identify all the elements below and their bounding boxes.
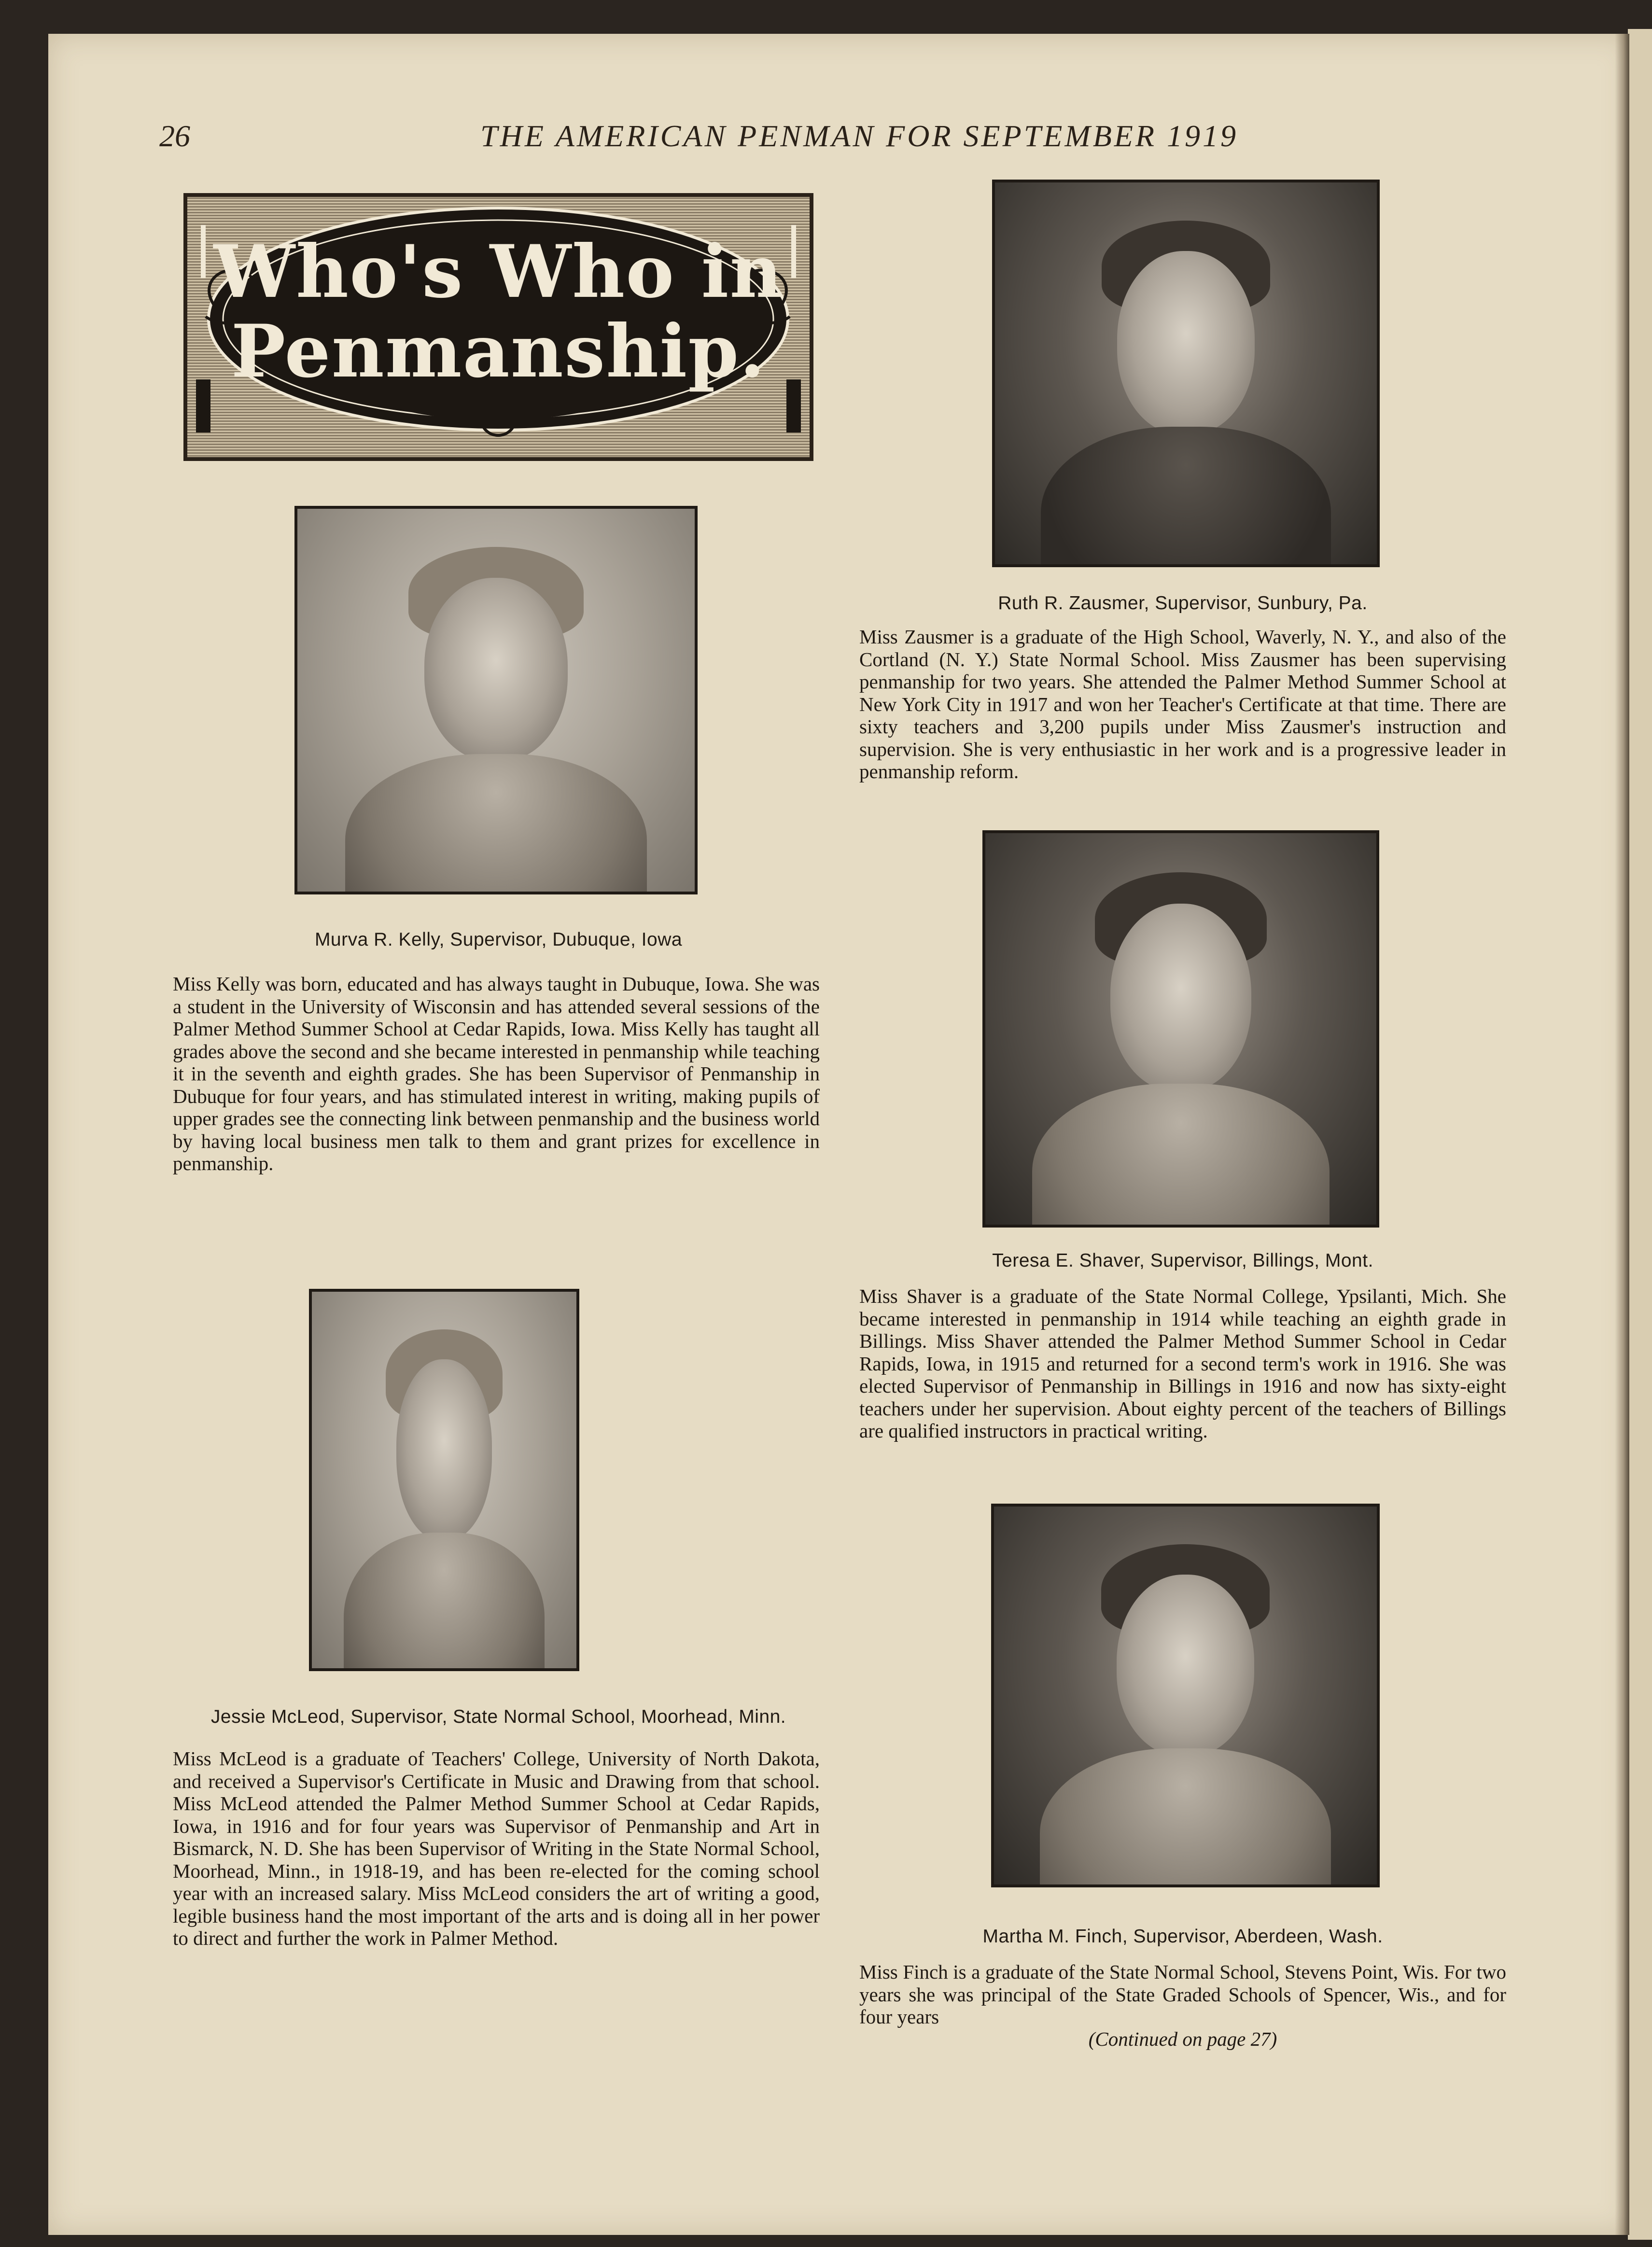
- caption-zausmer: Ruth R. Zausmer, Supervisor, Sunbury, Pa.: [998, 593, 1368, 614]
- biography-mcleod: Miss McLeod is a graduate of Teachers' College, University of North Dakota, and received a Supervisor's Certificate in Music and Drawing from that school. Miss McLeod attended the Palmer Method Summer School at Cedar Rapids, Iowa, in 1916 and for four years was Supervisor of Penmanship and Art in Bismarck, N. D. She has been Supervisor of Writing in the State Normal School, Moorhead, Minn., in 1918-19, and has been re-elected for the coming school year with an increased salary. Miss McLeod considers the art of writing a good, legible business hand the most important of the arts and is doing all in her power to direct and further the work in Palmer Method.: [173, 1747, 820, 1949]
- banner-title-line-2: Penmanship.: [231, 309, 766, 394]
- portrait-shoulders: [1041, 427, 1331, 567]
- portrait-shoulders: [1040, 1748, 1331, 1887]
- page-gutter-shadow: [1615, 34, 1629, 2235]
- portrait-shoulders: [345, 754, 647, 894]
- portrait-shoulders: [1032, 1084, 1330, 1228]
- caption-mcleod: Jessie McLeod, Supervisor, State Normal School, Moorhead, Minn.: [210, 1706, 786, 1727]
- portrait-shoulders: [344, 1533, 545, 1671]
- biography-zausmer: Miss Zausmer is a graduate of the High School, Waverly, N. Y., and also of the Cortland (N. Y.) State Normal School. Miss Zausmer has been supervising penmanship for two years. She attended the Palmer Method Summer School at New York City in 1917 and won her Teacher's Certificate at that time. There are sixty teachers and 3,200 pupils under Miss Zausmer's instruction and supervision. She is very enthusiastic in her work and is a progressive leader in penmanship reform.: [859, 626, 1506, 782]
- continued-note: (Continued on page 27): [1088, 2028, 1277, 2050]
- caption-shaver: Teresa E. Shaver, Supervisor, Billings, Mont.: [992, 1250, 1373, 1271]
- portrait-face: [396, 1359, 491, 1540]
- portrait-photo-mcleod: [309, 1289, 579, 1671]
- biography-finch: Miss Finch is a graduate of the State Normal School, Stevens Point, Wis. For two years she was principal of the State Graded Schools of Spencer, Wis., and for four years: [859, 1961, 1506, 2028]
- portrait-face: [424, 578, 567, 762]
- whos-who-banner: [183, 193, 813, 461]
- portrait-photo-finch: [991, 1504, 1380, 1887]
- biography-shaver: Miss Shaver is a graduate of the State Normal College, Ypsilanti, Mich. She became interested in penmanship in 1914 while teaching an eighth grade in Billings. Miss Shaver attended the Palmer Method Summer School in Cedar Rapids, Iowa, in 1915 and returned for a second term's work in 1916. She was elected Supervisor of Penmanship in Billings in 1916 and now has sixty-eight teachers under her supervision. About eighty percent of the teachers of Billings are qualified instructors in practical writing.: [859, 1285, 1506, 1442]
- portrait-photo-kelly: [294, 506, 698, 894]
- page-number: 26: [159, 119, 190, 153]
- biography-kelly: Miss Kelly was born, educated and has always taught in Dubuque, Iowa. She was a student in the University of Wisconsin and has attended several sessions of the Palmer Method Summer School at Cedar Rapids, Iowa. Miss Kelly has taught all grades above the second and she became interested in penmanship while teaching it in the seventh and eighth grades. She has been Supervisor of Penmanship in Dubuque for four years, and has stimulated interest in writing, making pupils of upper grades see the connecting link between penmanship and the business world by having local business men talk to them and grant prizes for excellence in penmanship.: [173, 973, 820, 1174]
- portrait-face: [1117, 251, 1255, 434]
- running-head: [0, 118, 1652, 162]
- caption-kelly: Murva R. Kelly, Supervisor, Dubuque, Iowa: [314, 929, 683, 950]
- facing-page-edge: [1628, 29, 1652, 2240]
- caption-finch: Martha M. Finch, Supervisor, Aberdeen, Wash.: [982, 1926, 1383, 1947]
- publication-title: THE AMERICAN PENMAN FOR SEPTEMBER 1919: [480, 119, 1238, 153]
- portrait-face: [1110, 904, 1251, 1091]
- portrait-photo-zausmer: [992, 180, 1380, 567]
- portrait-face: [1117, 1575, 1254, 1756]
- banner-title-line-1: Who's Who in: [213, 229, 784, 314]
- portrait-photo-shaver: [982, 830, 1379, 1228]
- banner-title: [186, 229, 811, 394]
